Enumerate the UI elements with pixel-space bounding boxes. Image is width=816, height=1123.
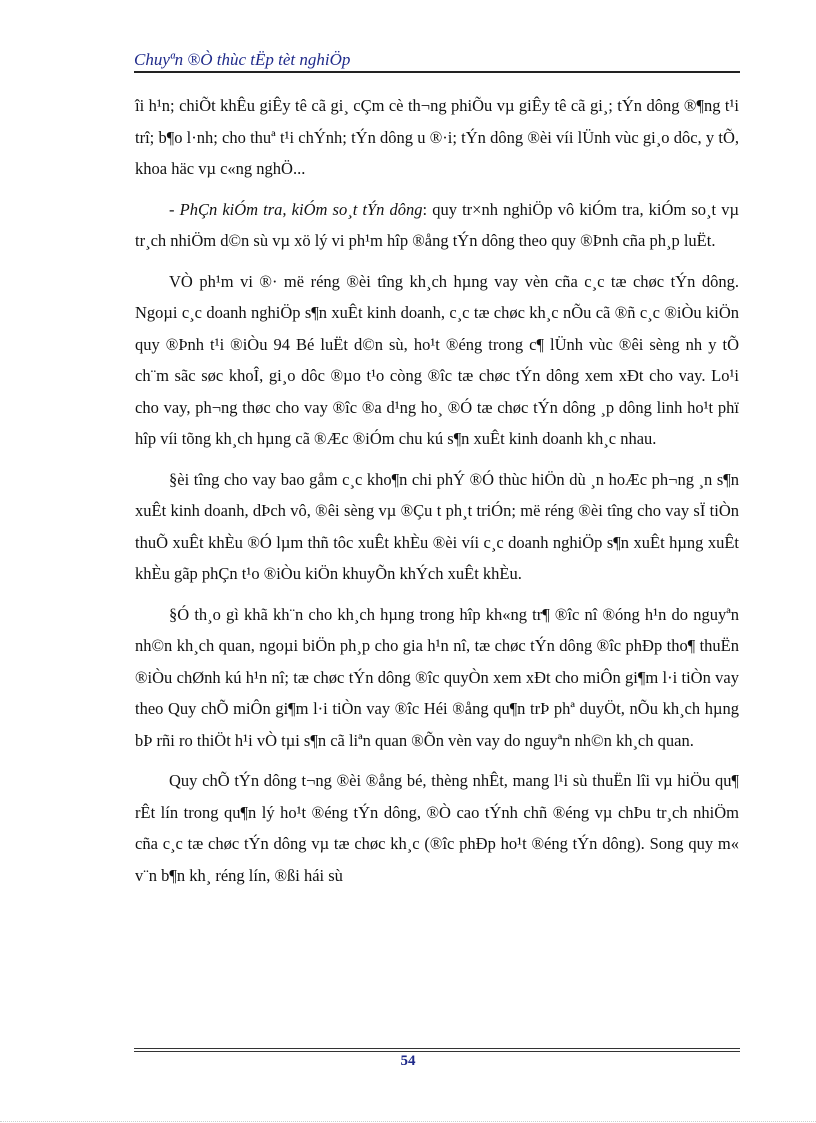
- paragraph-2: [135, 194, 739, 257]
- paragraph-2-text: : quy tr×nh nghiÖp vô kiÓm tra, kiÓm so¸t vµ tr¸ch nhiÖm d©n sù vµ xö lý vi ph¹m hîp ®ång tÝn dông theo quy ®Þnh cña ph¸p luËt.: [135, 199, 740, 250]
- footer-rule-top: [134, 1048, 740, 1049]
- document-body: [135, 90, 739, 900]
- page-number: 54: [400, 1053, 416, 1069]
- paragraph-5: §Ó th¸o gì khã kh¨n cho kh¸ch hµng trong hîp kh«ng tr¶ ®îc nî ®óng h¹n do nguyªn nh©n kh¸ch quan, ngoµi biÖn ph¸p cho gia h¹n nî, tæ chøc tÝn dông ®îc phÐp tho¶ thuËn ®iÒu chØnh kú h¹n nî; tæ chøc tÝn dông ®îc quyÒn xem xÐt cho miÔn gi¶m l·i tiÒn vay theo Quy chÕ miÔn gi¶m l·i tiÒn vay ®îc Héi ®ång qu¶n trÞ phª duyÖt, nÕu kh¸ch hµng bÞ rñi ro thiÖt h¹i vÒ tµi s¶n cã liªn quan ®Õn vèn vay do nguyªn nh©n kh¸ch quan.: [135, 604, 739, 750]
- paragraph-3: VÒ ph¹m vi ®· më réng ®èi tîng kh¸ch hµng vay vèn cña c¸c tæ chøc tÝn dông. Ngoµi c¸c doanh nghiÖp s¶n xuÊt kinh doanh, c¸c tæ chøc kh¸c nÕu cã ®ñ c¸c ®iÒu kiÖn quy ®Þnh t¹i ®iÒu 94 Bé luËt d©n sù, ho¹t ®éng trong c¶ lÜnh vùc ®êi sèng nh y tÕ ch¨m sãc søc khoÎ, gi¸o dôc ®µo t¹o còng ®îc tæ chøc tÝn dông xem xÐt cho vay. Lo¹i cho vay, ph¬ng thøc cho vay ®îc ®a d¹ng ho¸ ®Ó tæ chøc tÝn dông ¸p dông linh ho¹t phï hîp víi tõng kh¸ch hµng cã ®Æc ®iÓm chu kú s¶n xuÊt kinh doanh kh¸c nhau.: [135, 271, 739, 448]
- paragraph-1: îi h¹n; chiÕt khÊu giÊy tê cã gi¸ cÇm cè th¬ng phiÕu vµ giÊy tê cã gi¸; tÝn dông ®¶ng t¹i trî; b¶o l·nh; cho thuª t¹i chÝnh; tÝn dông u ®·i; tÝn dông ®èi víi lÜnh vùc gi¸o dôc, y tÕ, khoa häc vµ c«ng nghÖ...: [135, 96, 739, 178]
- section-lead: - PhÇn kiÓm tra, kiÓm so¸t tÝn dông: [169, 199, 423, 219]
- page-header-title: Chuyªn ®Ò thùc tËp tèt nghiÖp: [134, 50, 351, 69]
- header-rule: [134, 71, 740, 73]
- page-edge: [0, 1121, 816, 1122]
- footer-rule-bottom: [134, 1051, 740, 1052]
- paragraph-6: Quy chÕ tÝn dông t¬ng ®èi ®ång bé, thèng nhÊt, mang l¹i sù thuËn lîi vµ hiÖu qu¶ rÊt lín trong qu¶n lý ho¹t ®éng tÝn dông, ®Ò cao tÝnh chñ ®éng vµ chÞu tr¸ch nhiÖm cña c¸c tæ chøc tÝn dông vµ tæ chøc kh¸c (®îc phÐp ho¹t ®éng tÝn dông). Song quy m« v¨n b¶n kh¸ réng lín, ®ßi hái sù: [135, 771, 739, 885]
- paragraph-4: §èi tîng cho vay bao gåm c¸c kho¶n chi phÝ ®Ó thùc hiÖn dù ¸n hoÆc ph¬ng ¸n s¶n xuÊt kinh doanh, dÞch vô, ®êi sèng vµ ®Çu t ph¸t triÓn; më réng ®èi tîng cho vay sÏ tiÒn thuÕ xuÊt khÈu ®Ó lµm thñ tôc xuÊt khÈu ®èi víi c¸c doanh nghiÖp s¶n xuÊt hµng xuÊt khÈu gãp phÇn t¹o ®iÒu kiÖn khuyÕn khÝch xuÊt khÈu.: [135, 469, 739, 583]
